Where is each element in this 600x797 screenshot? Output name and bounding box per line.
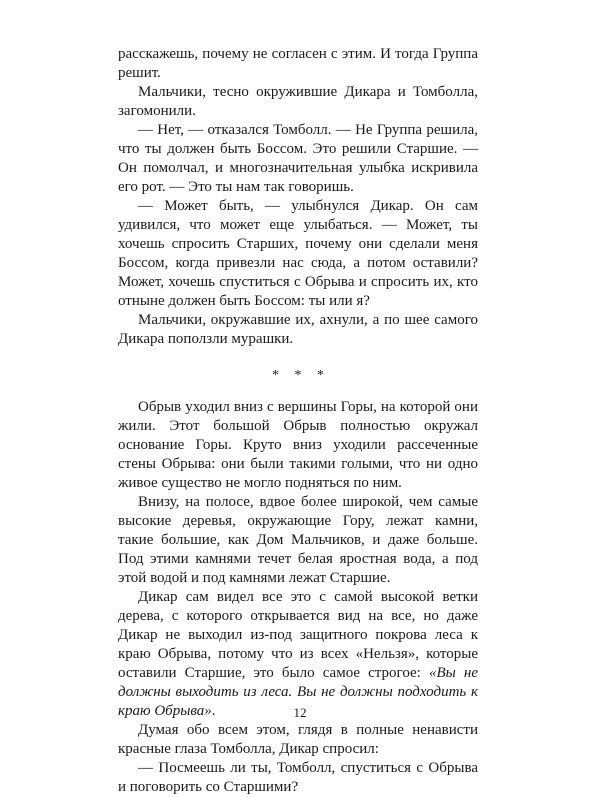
paragraph: — Нет, — отказался Томболл. — Не Группа решила, что ты должен быть Боссом. Это решили Старшие. — Он помолчал, и многозначительная улыбка искривила его рот. — Это ты нам так говоришь. bbox=[118, 122, 478, 195]
paragraph-tail: . bbox=[211, 703, 216, 719]
paragraph bbox=[118, 588, 478, 721]
paragraph-text: Дикар сам видел все это с самой высокой ветки дерева, с которого открывается вид на все, но даже Дикар не выходил из-под защитного покрова леса к краю Обрыва, потому что из всех «Нельзя», которые оставили Старшие, это было самое строгое: bbox=[118, 589, 478, 681]
body-text bbox=[118, 45, 478, 797]
paragraph: Мальчики, тесно окружившие Дикара и Томболла, загомонили. bbox=[118, 84, 478, 119]
paragraph: Обрыв уходил вниз с вершины Горы, на которой они жили. Этот большой Обрыв полностью окружал основание Горы. Круто вниз уходили рассеченные стены Обрыва: они были такими голыми, что ни одно живое существо не могло подняться по ним. bbox=[118, 399, 478, 491]
paragraph: — Посмеешь ли ты, Томболл, спуститься с Обрыва и поговорить со Старшими? bbox=[118, 760, 478, 795]
paragraph: Думая обо всем этом, глядя в полные ненависти красные глаза Томболла, Дикар спросил: bbox=[118, 722, 478, 757]
page-number: 12 bbox=[293, 705, 307, 720]
italic-emphasis: «Вы не должны выходить из леса. Вы не должны подходить к краю Обрыва» bbox=[118, 665, 479, 719]
paragraph: Мальчики, окружавшие их, ахнули, а по шее самого Дикара поползли мурашки. bbox=[118, 312, 478, 347]
paragraph: Внизу, на полосе, вдвое более широкой, чем самые высокие деревья, окружающие Гору, лежат камни, такие большие, как Дом Мальчиков, и даже больше. Под этими камнями течет белая яростная вода, а под этой водой и под камнями лежат Старшие. bbox=[118, 494, 478, 586]
section-separator: * * * bbox=[272, 368, 330, 383]
paragraph-continuation: расскажешь, почему не согласен с этим. И тогда Группа решит. bbox=[118, 46, 478, 81]
paragraph: — Может быть, — улыбнулся Дикар. Он сам удивился, что может еще улыбаться. — Может, ты хочешь спросить Старших, почему они сделали меня Боссом, когда привезли нас сюда, а потом оставили? Может, хочешь спуститься с Обрыва и спросить их, кто отныне должен быть Боссом: ты или я? bbox=[118, 198, 478, 309]
